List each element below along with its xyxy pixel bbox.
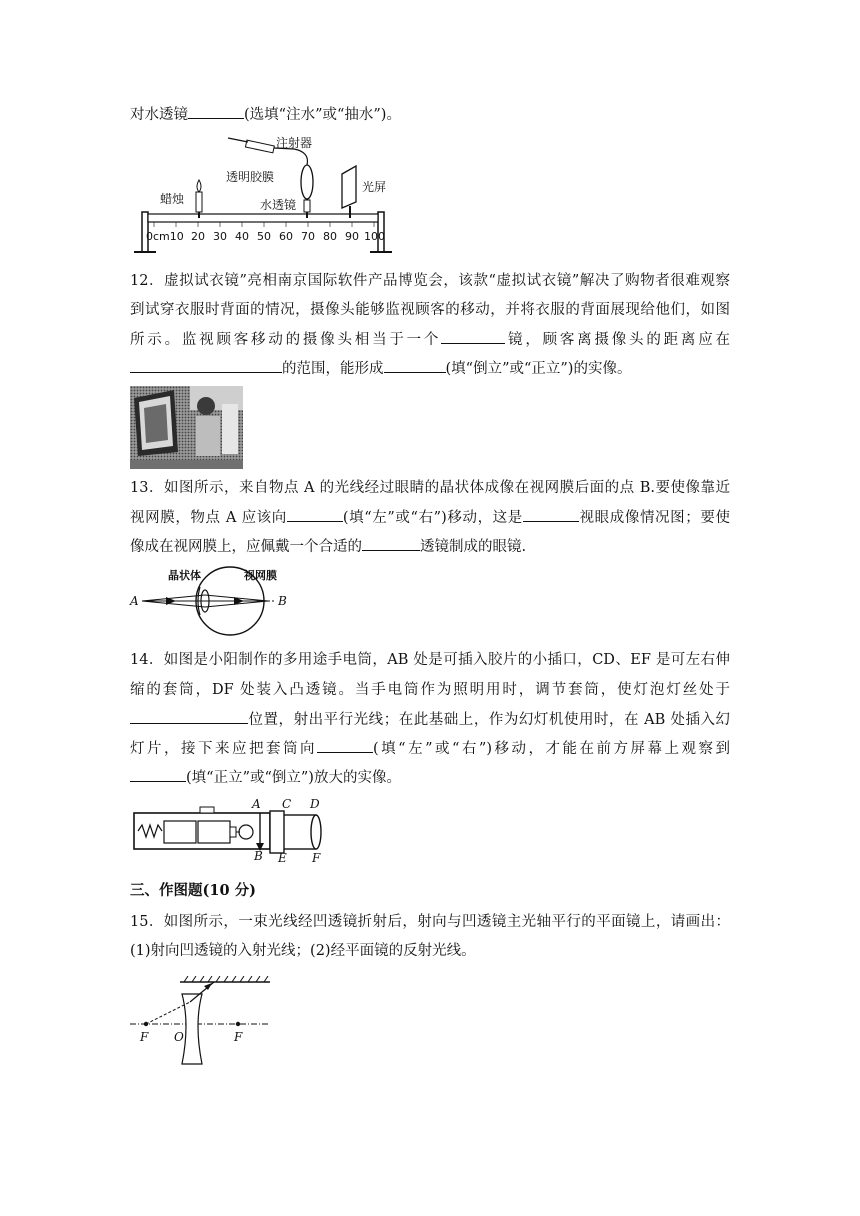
q15-line-1: 15．如图所示，一束光线经凹透镜折射后，射向与凹透镜主光轴平行的平面镜上，请画出： [130,914,730,930]
light-screen [342,166,356,208]
q14-line-2: 缩的套筒，DF 处装入凸透镜。当手电筒作为照明用时，调节套筒，使灯泡灯丝处于 [130,682,730,698]
tick-80: 80 [323,230,337,243]
label-film: 透明胶膜 [226,170,275,184]
battery-1 [164,821,196,843]
q12-line-1: 12．虚拟试衣镜”亮相南京国际软件产品博览会，该款“虚拟试衣镜”解决了购物者很难观察 [130,273,730,289]
label-f: F [312,851,321,865]
concave-lens-drawing [130,976,272,1072]
q12-line-4 [130,358,730,379]
q13-line-1: 13．如图所示，来自物点 A 的光线经过眼睛的晶状体成像在视网膜后面的点 B.要使像靠近 [130,480,730,496]
q14-line-1: 14．如图是小阳制作的多用途手电筒，AB 处是可插入胶片的小插口，CD、EF 是可左右伸 [130,652,730,668]
q13-line-2a: 视网膜，物点 A 应该向 [130,510,287,526]
q14-blank-direction[interactable] [317,738,373,753]
mirror-hatching [184,976,268,982]
virtual-mirror-photo [130,386,243,469]
fig15-concave-lens [130,976,272,1072]
q11-suffix: (选填“注水”或“抽水”)。 [244,107,401,123]
q12-line-4a: 的范围，能形成 [282,361,384,377]
q12-line-3a: 所示。监视顾客移动的摄像头相当于一个 [130,332,442,348]
label-candle: 蜡烛 [160,192,185,206]
q12-blank-range[interactable] [130,358,282,373]
q13-blank-lens[interactable] [362,536,420,551]
tick-20: 20 [191,230,205,243]
q13-line-2 [130,507,730,528]
label-c: C [282,797,292,811]
label-a: A [252,797,261,811]
q12-line-3 [130,329,730,350]
tick-40: 40 [235,230,249,243]
q14-line-4a: 灯片，接下来应把套筒向 [130,741,318,757]
label-crystalline-lens: 晶状体 [168,569,201,582]
q14-blank-position[interactable] [130,709,248,724]
label-retina: 视网膜 [244,569,277,582]
rail-ticks [154,222,374,227]
q15-line-2: (1)射向凹透镜的入射光线；(2)经平面镜的反射光线。 [130,943,476,959]
fig13-eye-diagram [128,565,288,639]
q11-blank[interactable] [188,104,244,119]
q14-line-4 [130,738,730,759]
section-heading: 三、作图题(10 分) [130,882,256,899]
q13-blank-sight[interactable] [523,507,579,522]
tick-0: 0cm10 [146,230,184,243]
tick-100: 100 [364,230,385,243]
bulb [239,825,253,839]
label-point-a: A [130,594,139,608]
q13-line-2c: 视眼成像情况图；要使 [578,510,730,526]
convex-lens [311,815,321,849]
label-b: B [254,849,263,863]
focus-right [236,1022,240,1026]
battery-2 [198,821,230,843]
label-syringe: 注射器 [276,136,313,150]
q13-line-3 [130,536,730,557]
candle-body [196,192,202,212]
sleeve-cd [270,811,284,853]
q14-line-3a: 位置，射出平行光线；在此基础上，作为幻灯机使用时，在 AB 处插入幻 [248,712,730,728]
q13-line-3a: 像成在视网膜上，应佩戴一个合适的 [130,539,362,555]
q12-line-3b: 镜，顾客离摄像头的距离应在 [505,332,731,348]
tick-60: 60 [279,230,293,243]
label-water-lens: 水透镜 [260,198,297,212]
concave-lens [182,994,202,1064]
fig11-optical-bench [128,134,408,258]
q14-blank-orientation[interactable] [130,767,186,782]
q12-blank-image[interactable] [384,358,446,373]
candle-flame [197,180,201,192]
focus-left [144,1022,148,1026]
label-o: O [174,1030,184,1044]
water-lens [301,165,313,199]
q13-line-3b: 透镜制成的眼镜. [420,539,527,555]
q14-line-3 [130,709,730,730]
q13-blank-direction[interactable] [287,507,343,522]
label-screen: 光屏 [362,180,387,194]
flashlight-drawing [130,797,330,867]
photo-drawing [130,386,243,469]
label-f-right: F [234,1030,243,1044]
q13-line-2b: (填“左”或“右”)移动，这是 [342,510,523,526]
label-e: E [278,851,287,865]
label-point-b: B [278,594,287,608]
tick-70: 70 [301,230,315,243]
q12-line-2: 到试穿衣服时背面的情况，摄像头能够监视顾客的移动，并将衣服的背面展现给他们，如图 [130,302,730,318]
fig14-flashlight [130,797,330,867]
q11-tail-line [130,104,730,125]
bench-rail [148,214,378,222]
tick-30: 30 [213,230,227,243]
q14-line-4b: (填“左”或“右”)移动，才能在前方屏幕上观察到 [373,741,731,757]
q12-line-4b: (填“倒立”或“正立”)的实像。 [445,361,632,377]
tick-50: 50 [257,230,271,243]
tick-90: 90 [345,230,359,243]
label-f-left: F [140,1030,149,1044]
q14-line-5 [130,767,730,788]
q14-line-5a: (填“正立”或“倒立”)放大的实像。 [186,770,401,786]
syringe-body [245,140,274,153]
q12-blank-lens[interactable] [441,329,505,344]
q11-prefix: 对水透镜 [130,107,188,123]
label-d: D [310,797,320,811]
